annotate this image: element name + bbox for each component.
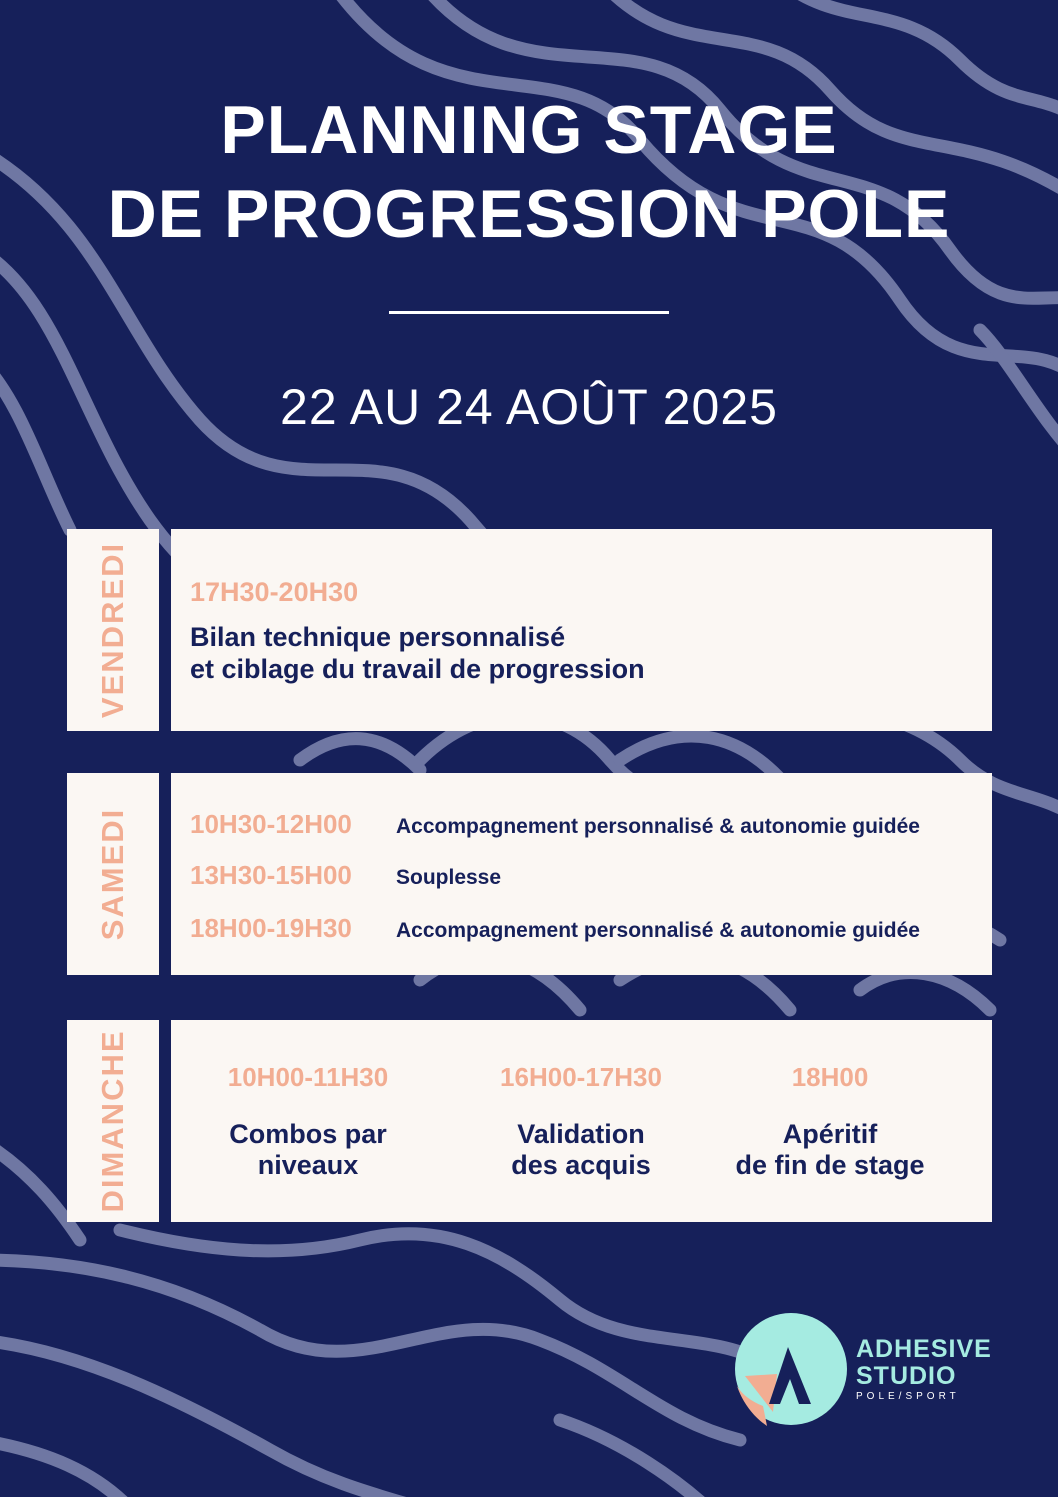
session-description-line-2: niveaux	[257, 1150, 359, 1180]
session-column	[466, 1062, 696, 1181]
session-description-line-1: Combos par	[229, 1119, 387, 1149]
day-label-friday: VENDREDI	[95, 541, 130, 719]
schedule-panel-sunday	[171, 1020, 992, 1222]
session-time: 16H00-17H30	[500, 1062, 662, 1092]
session-description	[190, 621, 645, 685]
brand-line-1: ADHESIVE	[856, 1335, 992, 1363]
session-description	[466, 1119, 696, 1181]
session-description-line-1: Validation	[517, 1119, 645, 1149]
day-tab-saturday	[67, 773, 159, 975]
day-tab-friday	[67, 529, 159, 731]
session-description: Accompagnement personnalisé & autonomie guidée	[396, 815, 920, 838]
session-description: Souplesse	[396, 866, 502, 889]
session-column	[715, 1062, 945, 1181]
brand-line-2: STUDIO	[856, 1362, 957, 1390]
session-row	[190, 809, 920, 840]
title-line-2: DE PROGRESSION POLE	[107, 176, 951, 252]
day-tab-sunday	[67, 1020, 159, 1222]
session-description-line-2: de fin de stage	[735, 1150, 925, 1180]
schedule-panel-friday	[171, 529, 992, 731]
event-dates: 22 AU 24 AOÛT 2025	[280, 379, 778, 435]
session-time: 10H30-12H00	[190, 809, 352, 839]
session-row	[190, 860, 501, 891]
session-time: 10H00-11H30	[227, 1062, 389, 1092]
brand-name	[856, 1336, 992, 1404]
title-line-1: PLANNING STAGE	[220, 92, 838, 168]
session-column	[193, 1062, 423, 1181]
session-description-line-2: des acquis	[511, 1150, 651, 1180]
day-label-saturday: SAMEDI	[95, 807, 130, 941]
session-description	[715, 1119, 945, 1181]
title-divider	[389, 311, 669, 314]
session-description-line-1: Bilan technique personnalisé	[190, 622, 566, 652]
session-description	[193, 1119, 423, 1181]
session-time: 13H30-15H00	[190, 860, 352, 890]
session-description-line-1: Apéritif	[782, 1119, 878, 1149]
schedule-panel-saturday	[171, 773, 992, 975]
page-title	[0, 88, 1058, 256]
session-time: 18H00-19H30	[190, 913, 352, 943]
day-label-sunday: DIMANCHE	[95, 1029, 130, 1213]
session-time: 17H30-20H30	[190, 577, 359, 607]
session-time: 18H00	[791, 1062, 869, 1092]
session-row	[190, 913, 920, 944]
brand-subtitle: POLE/SPORT	[856, 1391, 960, 1402]
session-description-line-2: et ciblage du travail de progression	[190, 654, 645, 684]
session-description: Accompagnement personnalisé & autonomie guidée	[396, 919, 920, 942]
